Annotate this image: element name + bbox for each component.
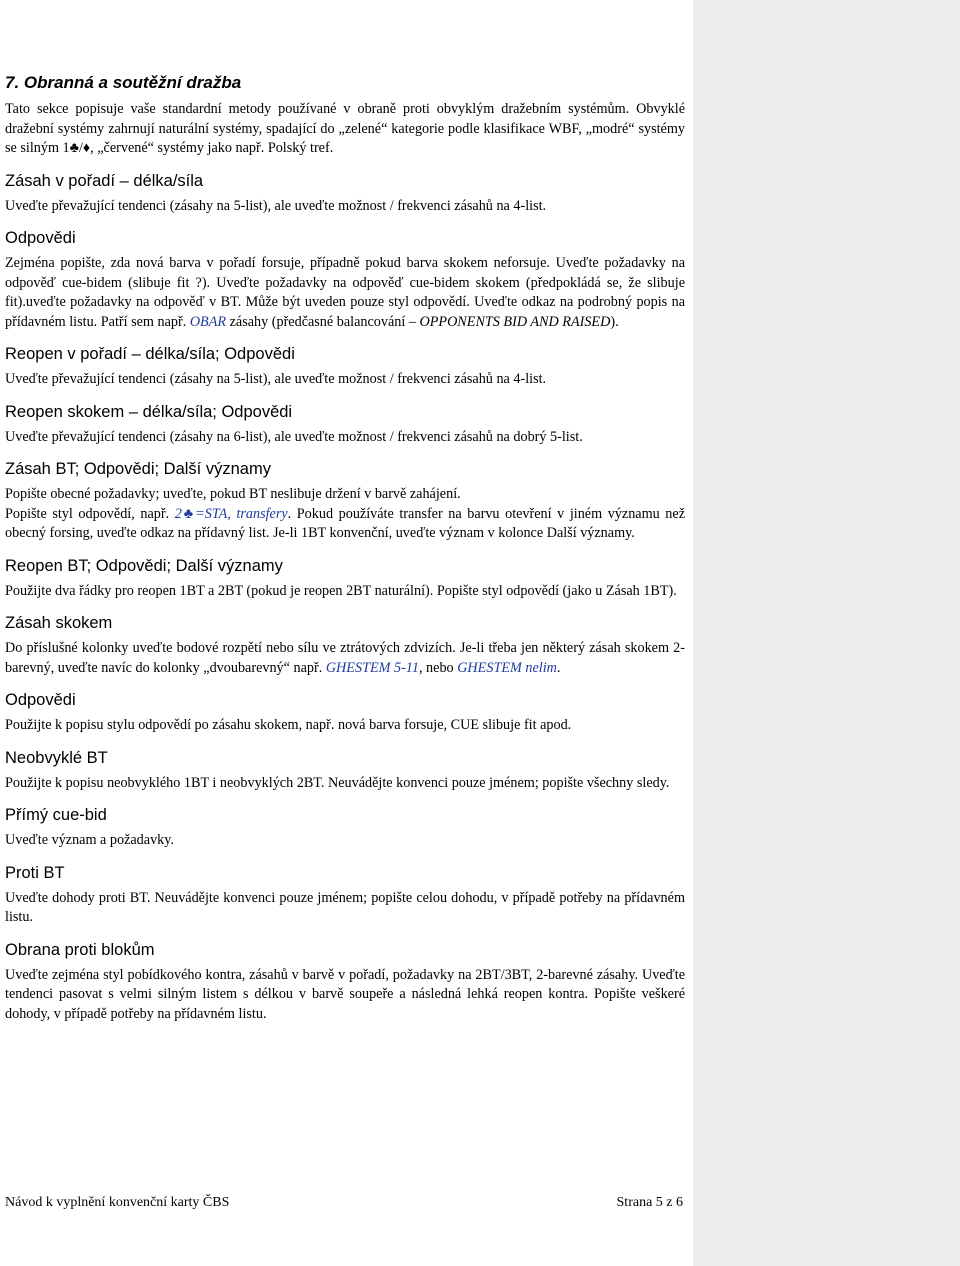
heading-neobvykle-bt: Neobvyklé BT (5, 748, 108, 767)
ghestem-nelim-link[interactable]: GHESTEM nelim (457, 659, 557, 676)
heading-reopen-skokem: Reopen skokem – délka/síla; Odpovědi (5, 402, 293, 421)
paragraph-reopen-skokem: Uveďte převažující tendenci (zásahy na 6-list), ale uveďte možnost / frekvenci zásahů na dobrý 5-list. (5, 428, 583, 445)
paragraph-zasah-bt-2: Popište styl odpovědí, např. 2♣=STA, transfery. Pokud používáte transfer na barvu otevření v jiném významu než obecný forsing, uveďte odkaz na přídavný list. Je-li 1BT konvenční, uveďte význam v kolonce Další významy. (5, 505, 685, 541)
intro-paragraph: Tato sekce popisuje vaše standardní metody používané v obraně proti obvyklým dražebním systémům. Obvyklé dražební systémy zahrnují naturální systémy, spadající do „zelené“ kategorie podle klasifikace WBF, „modré“ systémy se silným 1♣/♦, „červené“ systémy jako např. Polský tref. (5, 101, 685, 156)
heading-reopen-v-poradi: Reopen v pořadí – délka/síla; Odpovědi (5, 345, 295, 363)
page-number: Strana 5 z 6 (616, 1195, 683, 1210)
sta-transfery-link[interactable]: 2♣=STA, transfery (174, 505, 288, 522)
heading-zasah-bt: Zásah BT; Odpovědi; Další významy (5, 460, 271, 478)
paragraph-odpovedi-2: Použijte k popisu stylu odpovědí po zásahu skokem, např. nová barva forsuje, CUE slibuje fit apod. (5, 717, 572, 733)
paragraph-odpovedi: Zejména popište, zda nová barva v pořadí forsuje, případně pokud barva skokem neforsuje. Uveďte požadavky na odpověď cue-bidem (slibuje fit ?). Uveďte požadavky na odpověď cue-bidem skokem (předpokládá se, že slibuje fit).uveďte požadavky na odpověď v BT. Může být uveden pouze styl odpovědí. Uveďte odkaz na podrobný popis na přídavném listu. Patří sem např. OBAR zásahy (předčasné balancování – OPPONENTS BID AND RAISED). (5, 255, 685, 330)
heading-primy-cue-bid: Přímý cue-bid (5, 806, 107, 824)
paragraph-zasah-skokem: Do příslušné kolonky uveďte bodové rozpětí nebo sílu ve ztrátových zdvizích. Je-li třeba jen některý zásah skokem 2-barevný, uveďte navíc do kolonky „dvoubarevný“ např. GHESTEM 5-11, nebo GHESTEM nelim. (5, 640, 685, 676)
comment-margin (693, 0, 960, 1266)
heading-reopen-bt: Reopen BT; Odpovědi; Další významy (5, 556, 283, 575)
paragraph-reopen-v-poradi: Uveďte převažující tendenci (zásahy na 5-list), ale uveďte možnost / frekvenci zásahů na 4-list. (5, 371, 547, 387)
paragraph-zasah-bt-1: Popište obecné požadavky; uveďte, pokud BT neslibuje držení v barvě zahájení. (5, 486, 461, 502)
ghestem-5-11-link[interactable]: GHESTEM 5-11 (325, 659, 419, 676)
obar-link[interactable]: OBAR (189, 313, 227, 330)
paragraph-primy-cue-bid: Uveďte význam a požadavky. (5, 832, 174, 848)
heading-odpovedi-2: Odpovědi (5, 691, 76, 709)
paragraph-reopen-bt: Použijte dva řádky pro reopen 1BT a 2BT (pokud je reopen 2BT naturální). Popište styl odpovědí (jako u Zásah 1BT). (5, 582, 677, 599)
heading-obrana-proti-blokum: Obrana proti blokům (5, 940, 155, 959)
section-title: 7. Obranná a soutěžní dražba (5, 73, 242, 92)
heading-zasah-skokem: Zásah skokem (5, 614, 113, 632)
diamond-icon: ♦ (82, 140, 91, 156)
club-icon: ♣ (69, 140, 79, 156)
paragraph-zasah-v-poradi: Uveďte převažující tendenci (zásahy na 5-list), ale uveďte možnost / frekvenci zásahů na 4-list. (5, 197, 547, 214)
paragraph-obrana-proti-blokum: Uveďte zejména styl pobídkového kontra, zásahů v barvě v pořadí, požadavky na 2BT/3BT, 2-barevné zásahy. Uveďte tendenci pasovat s velmi silným listem s délkou v barvě soupeře a následná lehká reopen kontra. Popište veškeré dohody, v případě potřeby na přídavném listu. (5, 966, 685, 1022)
heading-zasah-v-poradi: Zásah v pořadí – délka/síla (5, 171, 204, 190)
paragraph-proti-bt: Uveďte dohody proti BT. Neuvádějte konvenci pouze jménem; popište celou dohodu, v případě potřeby na přídavném listu. (5, 889, 685, 925)
footer-title: Návod k vyplnění konvenční karty ČBS (5, 1195, 230, 1210)
heading-proti-bt: Proti BT (5, 863, 65, 882)
document-body (5, 72, 685, 1024)
heading-odpovedi: Odpovědi (5, 229, 76, 247)
paragraph-neobvykle-bt: Použijte k popisu neobvyklého 1BT i neobvyklých 2BT. Neuvádějte konvenci pouze jménem; popište všechny sledy. (5, 774, 670, 791)
